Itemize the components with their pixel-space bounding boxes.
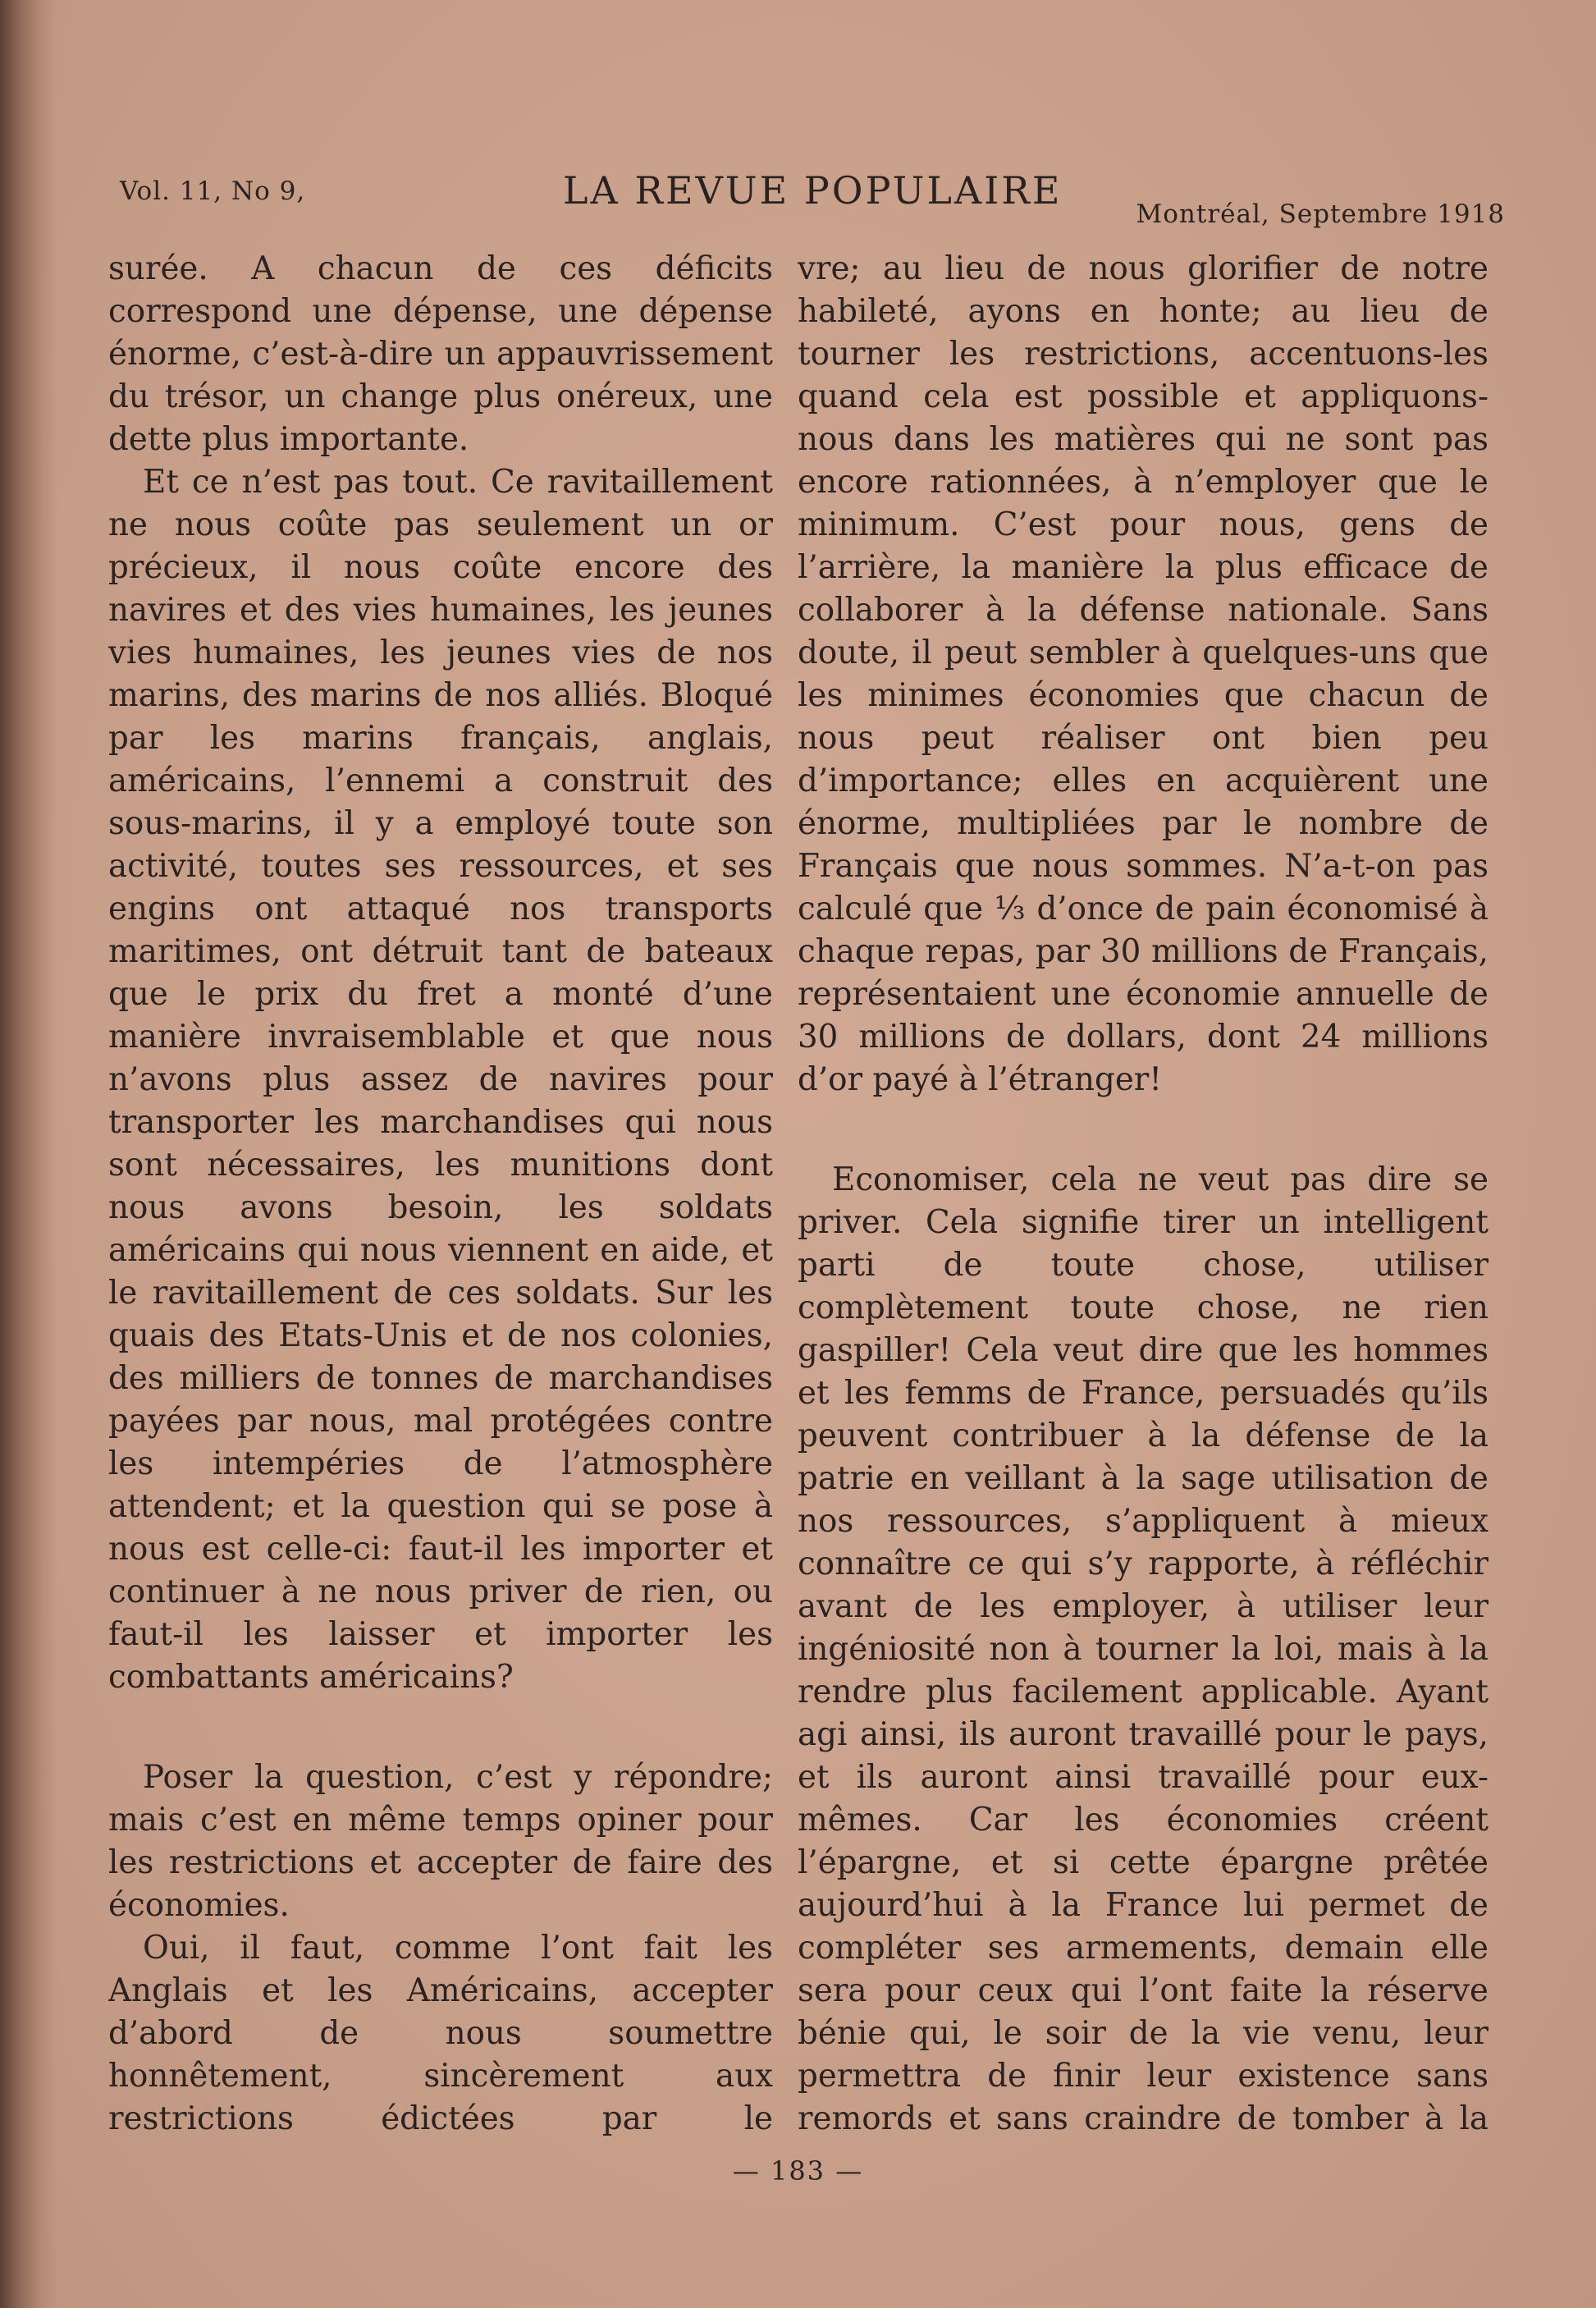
right-column xyxy=(798,248,1489,2136)
page-header xyxy=(115,168,1505,234)
paragraph: Oui, il faut, comme l’ont fait les Anglais et les Américains, accepter d’abord de nous soumettre honnêtement, sincèrement aux restrictions édictées par le xyxy=(108,1930,773,2136)
paragraph: vre; au lieu de nous glorifier de notre habileté, ayons en honte; au lieu de tourner les restrictions, accentuons-les quand cela est possible et appliquons-nous dans les matières qui ne sont pas encore rationnées, à n’employer que le minimum. C’est pour nous, gens de l’arrière, la manière la plus efficace de collaborer à la défense nationale. Sans doute, il peut sembler à quelques-uns que les minimes économies que chacun de nous peut réaliser ont bien peu d’importance; elles en acquièrent une énorme, multipliées par le nombre de Français que nous sommes. N’a-t-on pas calculé que ⅓ d’once de pain économisé à chaque repas, par 30 millions de Français, représentaient une économie annuelle de 30 millions de dollars, dont 24 millions d’or payé à l’étranger! xyxy=(798,250,1489,1098)
issue-date: Montréal, Septembre 1918 xyxy=(1136,199,1505,229)
volume-number: Vol. 11, No 9, xyxy=(120,176,306,206)
paragraph: Economiser, cela ne veut pas dire se priver. Cela signifie tirer un intelligent parti de toute chose, utiliser complètement toute chose, ne rien gaspiller! Cela veut dire que les hommes et les femms de France, persuadés qu’ils peuvent contribuer à la défense de la patrie en veillant à la sage utilisation de nos ressources, s’appliquent à mieux connaître ce qui s’y rapporte, à réfléchir avant de les employer, à utiliser leur ingéniosité non à tourner la loi, mais à la rendre plus facilement applicable. Ayant agi ainsi, ils auront travaillé pour le pays, et ils auront ainsi travaillé pour eux-mêmes. Car les économies créent l’épargne, et si cette épargne prêtée aujourd’hui à la France lui permet de compléter ses armements, demain elle sera pour ceux qui l’ont faite la réserve bénie qui, le soir de la vie venu, leur permettra de finir leur existence sans remords et sans craindre de tomber à la xyxy=(798,1161,1489,2136)
paragraph: Poser la question, c’est y répondre; mais c’est en même temps opiner pour les restrictions et accepter de faire des économies. xyxy=(108,1759,773,1924)
publication-title: LA REVUE POPULAIRE xyxy=(563,168,1063,213)
paragraph: surée. A chacun de ces déficits correspond une dépense, une dépense énorme, c’est-à-dire un appauvrissement du trésor, un change plus onéreux, une dette plus importante. xyxy=(108,250,773,458)
left-column xyxy=(108,248,773,2136)
page-number: — 183 — xyxy=(732,2155,864,2187)
paragraph: Et ce n’est pas tout. Ce ravitaillement ne nous coûte pas seulement un or précieux, il nous coûte encore des navires et des vies humaines, les jeunes vies humaines, les jeunes vies de nos marins, des marins de nos alliés. Bloqué par les marins français, anglais, américains, l’ennemi a construit des sous-marins, il y a employé toute son activité, toutes ses ressources, et ses engins ont attaqué nos transports maritimes, ont détruit tant de bateaux que le prix du fret a monté d’une manière invraisemblable et que nous n’avons plus assez de navires pour transporter les marchandises qui nous sont nécessaires, les munitions dont nous avons besoin, les soldats américains qui nous viennent en aide, et le ravitaillement de ces soldats. Sur les quais des Etats-Unis et de nos colonies, des milliers de tonnes de marchandises payées par nous, mal protégées contre les intempéries de l’atmosphère attendent; et la question qui se pose à nous est celle-ci: faut-il les importer et continuer à ne nous priver de rien, ou faut-il les laisser et importer les combattants américains? xyxy=(108,464,773,1696)
book-spine-shadow xyxy=(0,0,57,2308)
